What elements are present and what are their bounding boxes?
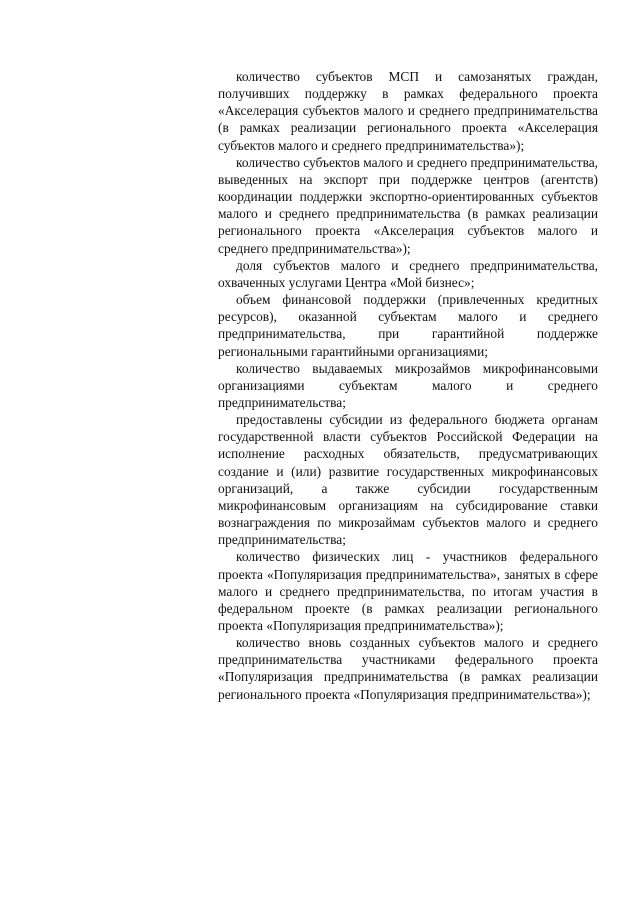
paragraph-microloans-count: количество выдаваемых микрозаймов микрофинансовыми организациями субъектам малого и среднего предпринимательства; [218, 360, 598, 410]
paragraph-guarantee-support-volume: объем финансовой поддержки (привлеченных кредитных ресурсов), оказанной субъектам малого и среднего предпринимательства, при гарантийной поддержке региональными гарантийными организациями; [218, 292, 598, 359]
paragraph-new-smb-created: количество вновь созданных субъектов малого и среднего предпринимательства участниками федерального проекта «Популяризация предпринимательства (в рамках реализации регионального проекта «Популяризация предпринимательства»); [218, 635, 598, 702]
paragraph-msp-self-employed-support: количество субъектов МСП и самозанятых граждан, получивших поддержку в рамках федерального проекта «Акселерация субъектов малого и среднего предпринимательства (в рамках реализации регионального проекта «Акселерация субъектов малого и среднего предпринимательства»); [218, 69, 598, 153]
paragraph-my-business-coverage: доля субъектов малого и среднего предпринимательства, охваченных услугами Центра «Мой бизнес»; [218, 257, 598, 290]
paragraph-individuals-popularization: количество физических лиц - участников федерального проекта «Популяризация предпринимательства», занятых в сфере малого и среднего предпринимательства, по итогам участия в федеральном проекте (в рамках реализации регионального проекта «Популяризация предпринимательства»); [218, 549, 598, 633]
paragraph-export-support: количество субъектов малого и среднего предпринимательства, выведенных на экспорт при поддержке центров (агентств) координации поддержки экспортно-ориентированных субъектов малого и среднего предпринимательства (в рамках реализации регионального проекта «Акселерация субъектов малого и среднего предпринимательства»); [218, 154, 598, 256]
document-body [218, 68, 598, 703]
paragraph-federal-subsidies: предоставлены субсидии из федерального бюджета органам государственной власти субъектов Российской Федерации на исполнение расходных обязательств, предусматривающих создание и (или) развитие государственных микрофинансовых организаций, а также субсидии государственным микрофинансовым организациям на субсидирование ставки вознаграждения по микрозаймам субъектов малого и среднего предпринимательства; [218, 412, 598, 548]
